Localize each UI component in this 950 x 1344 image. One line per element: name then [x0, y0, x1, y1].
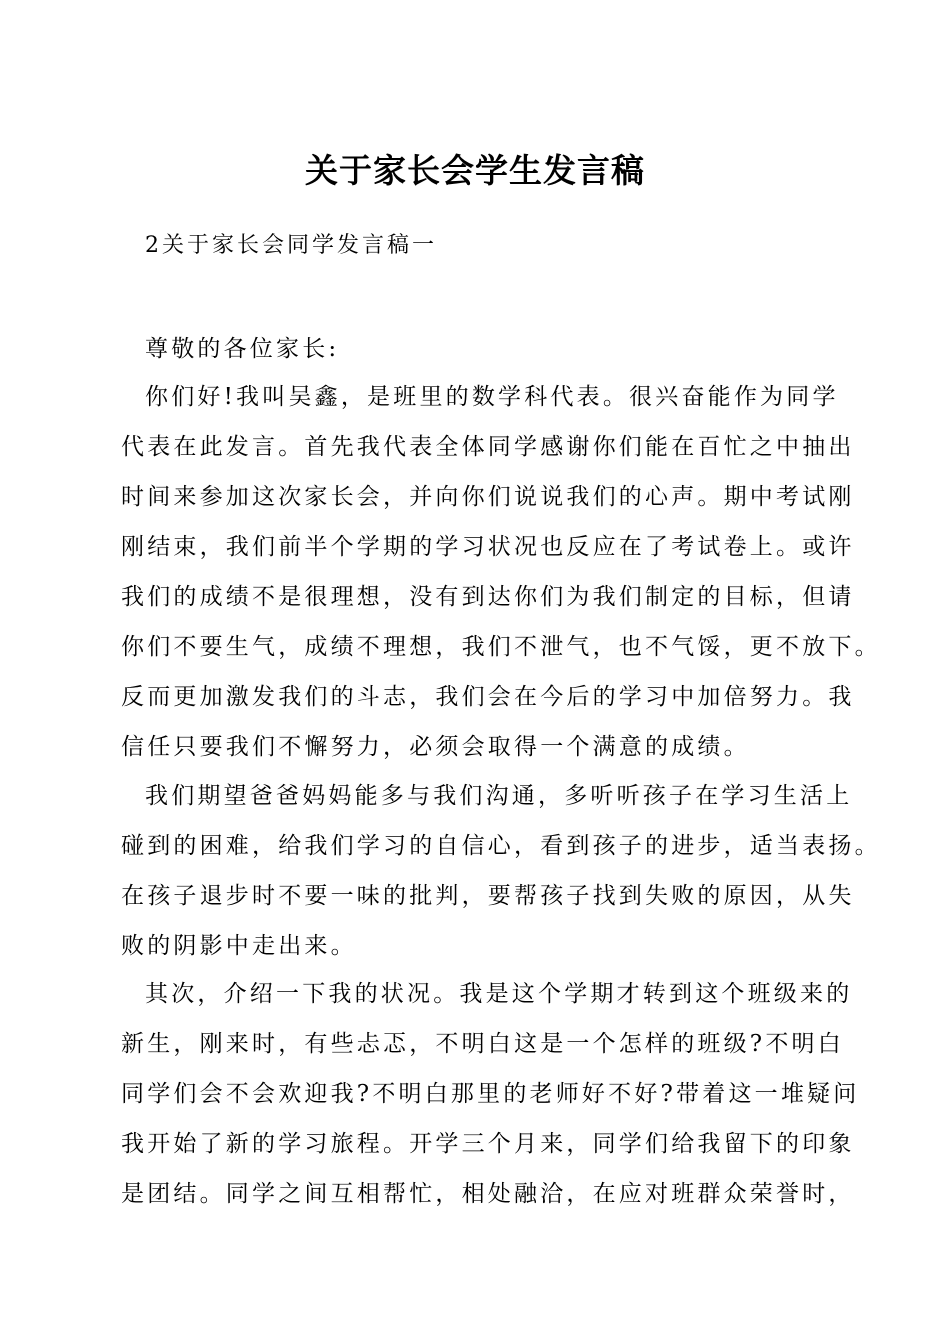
paragraph-line: 时间来参加这次家长会，并向你们说说我们的心声。期中考试刚 [121, 484, 855, 510]
paragraph-line: 在孩子退步时不要一味的批判，要帮孩子找到失败的原因，从失 [121, 883, 855, 909]
paragraph-line: 信任只要我们不懈努力，必须会取得一个满意的成绩。 [121, 734, 750, 760]
paragraph-line: 我开始了新的学习旅程。开学三个月来，同学们给我留下的印象 [121, 1131, 855, 1157]
salutation-line: 尊敬的各位家长: [145, 336, 340, 362]
paragraph-line: 你们好!我叫吴鑫，是班里的数学科代表。很兴奋能作为同学 [145, 384, 839, 410]
paragraph-line: 我们期望爸爸妈妈能多与我们沟通，多听听孩子在学习生活上 [145, 783, 853, 809]
paragraph-line: 你们不要生气，成绩不理想，我们不泄气，也不气馁，更不放下。 [121, 634, 881, 660]
paragraph-line: 我们的成绩不是很理想，没有到达你们为我们制定的目标，但请 [121, 584, 855, 610]
paragraph-line: 其次，介绍一下我的状况。我是这个学期才转到这个班级来的 [145, 981, 853, 1007]
paragraph-line: 败的阴影中走出来。 [121, 933, 357, 959]
paragraph-line: 是团结。同学之间互相帮忙，相处融洽，在应对班群众荣誉时， [121, 1181, 855, 1207]
paragraph-line: 刚结束，我们前半个学期的学习状况也反应在了考试卷上。或许 [121, 534, 855, 560]
paragraph-line: 代表在此发言。首先我代表全体同学感谢你们能在百忙之中抽出 [121, 434, 855, 460]
paragraph-line: 反而更加激发我们的斗志，我们会在今后的学习中加倍努力。我 [121, 684, 855, 710]
paragraph-line: 新生，刚来时，有些忐忑，不明白这是一个怎样的班级?不明白 [121, 1031, 844, 1057]
document-subtitle: 2关于家长会同学发言稿一 [145, 233, 437, 258]
paragraph-line: 碰到的困难，给我们学习的自信心，看到孩子的进步，适当表扬。 [121, 833, 881, 859]
document-title: 关于家长会学生发言稿 [305, 151, 645, 190]
paragraph-line: 同学们会不会欢迎我?不明白那里的老师好不好?带着这一堆疑问 [121, 1081, 860, 1107]
